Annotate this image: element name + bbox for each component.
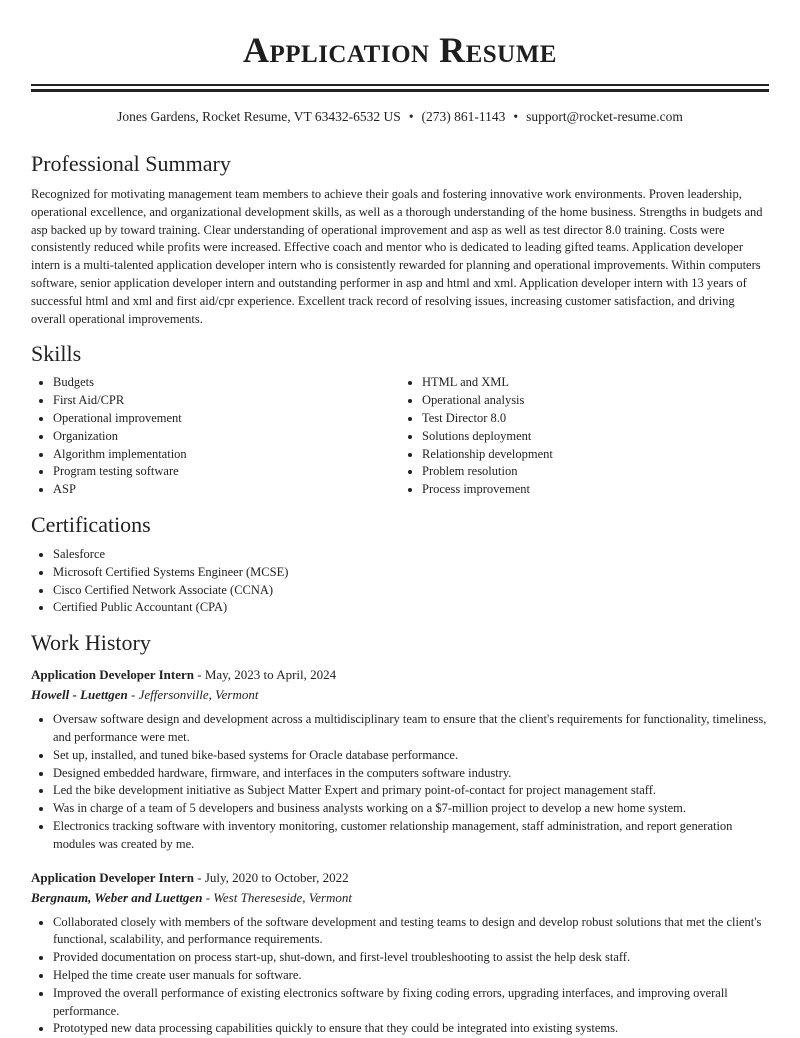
job-bullet: • Improved the overall performance of existing electronics software by fixing coding errors, upgrading interfaces, and improving overall performance. xyxy=(53,985,769,1021)
job-bullets xyxy=(31,711,769,853)
job-company: Bergnaum, Weber and Luettgen xyxy=(31,889,203,905)
contact-phone: (273) 861-1143 xyxy=(421,109,506,124)
skill-item: • Operational improvement xyxy=(53,410,400,428)
contact-email[interactable]: support@rocket-resume.com xyxy=(526,109,683,124)
skill-item: • Organization xyxy=(53,428,400,446)
job-dates: - July, 2020 to October, 2022 xyxy=(193,869,349,885)
job-entry xyxy=(31,665,769,853)
certification-item: • Cisco Certified Network Associate (CCNA) xyxy=(53,582,769,600)
job-header xyxy=(31,868,769,888)
skill-item: • Test Director 8.0 xyxy=(422,410,769,428)
job-bullet: • Helped the time create user manuals for software. xyxy=(53,967,769,985)
skill-item: • HTML and XML xyxy=(422,374,769,392)
job-bullet: • Electronics tracking software with inventory monitoring, customer relationship management, staff administration, and report generation modules was created by me. xyxy=(53,818,769,854)
job-header xyxy=(31,665,769,685)
skill-item: • ASP xyxy=(53,481,400,499)
skill-item: • First Aid/CPR xyxy=(53,392,400,410)
skill-item: • Problem resolution xyxy=(422,463,769,481)
skill-item: • Process improvement xyxy=(422,481,769,499)
job-employer xyxy=(31,685,769,705)
job-title: Application Developer Intern xyxy=(31,869,194,885)
skill-item: • Program testing software xyxy=(53,463,400,481)
job-bullet: • Led the bike development initiative as Subject Matter Expert and primary point-of-contact for project management staff. xyxy=(53,782,769,800)
job-bullets xyxy=(31,914,769,1038)
job-bullet: • Was in charge of a team of 5 developers and business analysts working on a $7-million project to develop a new home system. xyxy=(53,800,769,818)
job-bullet: • Designed embedded hardware, firmware, and interfaces in the computers software industry. xyxy=(53,765,769,783)
skills-grid xyxy=(31,374,769,499)
contact-line xyxy=(31,108,769,126)
contact-separator: • xyxy=(408,109,414,124)
job-bullet: • Collaborated closely with members of the software development and testing teams to design and develop robust solutions that met the client's functional, scalability, and performance requirements. xyxy=(53,914,769,950)
job-bullet: • Provided documentation on process start-up, shut-down, and first-level troubleshooting to assist the help desk staff. xyxy=(53,949,769,967)
skills-heading: Skills xyxy=(31,341,82,367)
job-title: Application Developer Intern xyxy=(31,667,194,683)
skill-item: • Operational analysis xyxy=(422,392,769,410)
contact-address: Jones Gardens, Rocket Resume, VT 63432-6532 US xyxy=(117,109,401,124)
job-company: Howell - Luettgen xyxy=(31,687,128,703)
summary-text: Recognized for motivating management team members to achieve their goals and fostering innovative work environments. Proven leadership, operational excellence, and organizational development skills, as well as a thorough understanding of the home business. Strengths in budgets and asp backed up by toward training. Clear understanding of operational improvement and asp as well as test director 8.0 training. Costs were consistently reduced while profits were increased. Effective coach and mentor who is dedicated to leading gifted teams. Application developer intern is a multi-talented application developer intern who is consistently rewarded for planning and operational improvements. Within computers software, senior application developer intern and outstanding performer in asp and html and xml. Application developer intern with 13 years of successful html and xml and first aid/cpr experience. Excellent track record of resolving issues, increasing customer satisfaction, and driving overall operational improvements. xyxy=(31,187,763,326)
certification-item: • Salesforce xyxy=(53,546,769,564)
job-bullet: • Set up, installed, and tuned bike-based systems for Oracle database performance. xyxy=(53,747,769,765)
skills-list-left xyxy=(31,374,400,499)
skill-item: • Algorithm implementation xyxy=(53,446,400,464)
certifications-heading: Certifications xyxy=(31,511,151,537)
job-entry xyxy=(31,868,769,1038)
job-employer xyxy=(31,888,769,908)
summary-heading: Professional Summary xyxy=(31,151,231,176)
certifications-list xyxy=(31,546,769,617)
skills-list-right xyxy=(400,374,769,499)
work-history-heading: Work History xyxy=(31,630,151,656)
contact-separator: • xyxy=(513,109,519,124)
job-location: - Jeffersonville, Vermont xyxy=(127,687,259,703)
skill-item: • Solutions deployment xyxy=(422,428,769,446)
resume-title: Application Resume xyxy=(242,30,557,70)
title-divider xyxy=(31,84,769,92)
job-bullet: • Oversaw software design and development across a multidisciplinary team to ensure that the client's requirements for functionality, timeliness, and performance were met. xyxy=(53,711,769,747)
job-dates: - May, 2023 to April, 2024 xyxy=(193,667,337,683)
certification-item: • Certified Public Accountant (CPA) xyxy=(53,599,769,617)
job-bullet: • Prototyped new data processing capabilities quickly to ensure that they could be integrated into existing systems. xyxy=(53,1020,769,1038)
skill-item: • Budgets xyxy=(53,374,400,392)
job-location: - West Thereseside, Vermont xyxy=(202,889,353,905)
certification-item: • Microsoft Certified Systems Engineer (MCSE) xyxy=(53,564,769,582)
skill-item: • Relationship development xyxy=(422,446,769,464)
